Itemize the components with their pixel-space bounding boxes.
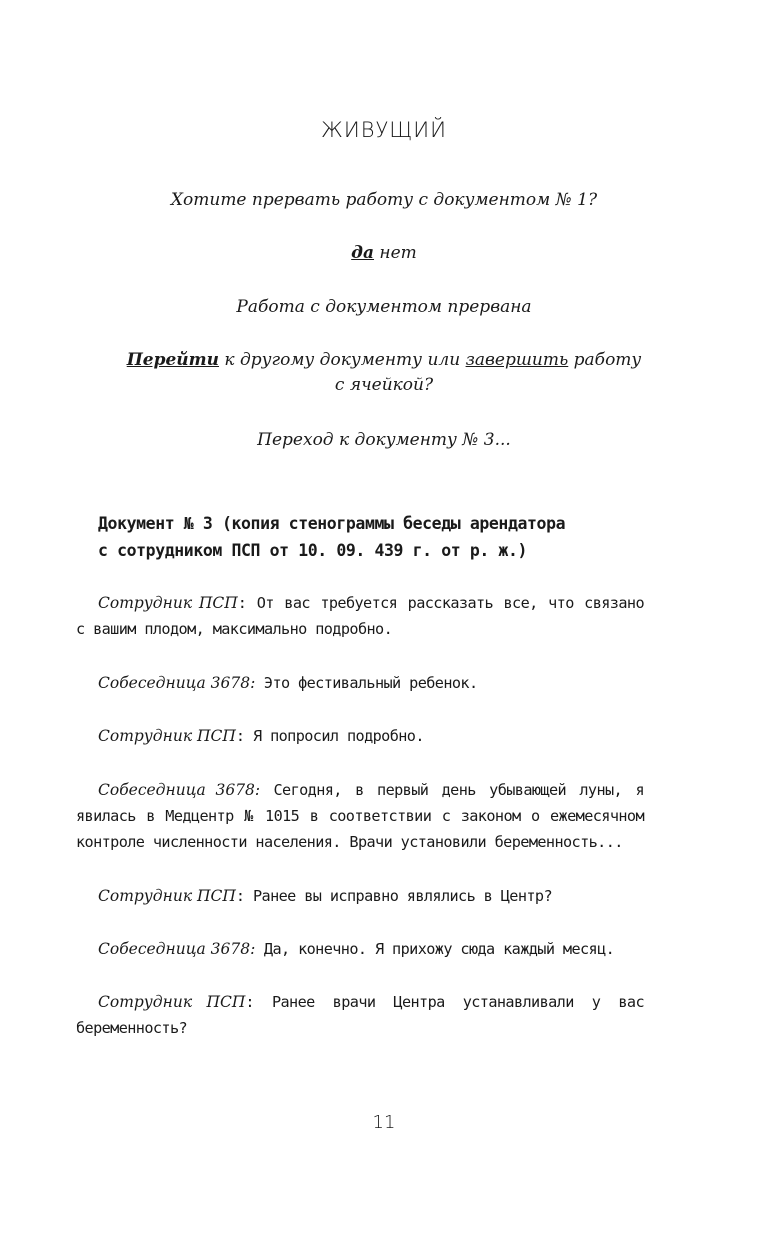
transcript-paragraph <box>76 590 644 642</box>
goto-prompt-end-line2: с ячейкой? <box>334 375 434 395</box>
transcript-paragraph <box>76 883 644 909</box>
yes-link[interactable]: да <box>351 243 375 263</box>
speaker-label: Сотрудник ПСП <box>98 993 246 1011</box>
transcript-paragraph <box>76 936 644 962</box>
speaker-separator: : <box>245 993 254 1011</box>
speaker-label: Сотрудник ПСП <box>98 594 238 612</box>
speaker-label: Сотрудник ПСП <box>98 727 236 745</box>
no-link[interactable]: нет <box>379 243 417 263</box>
document-title-line2: с сотрудником ПСП от 10. 09. 439 г. от р. ж.) <box>98 541 528 560</box>
prompt-interrupt: Хотите прервать работу с документом № 1? <box>170 190 598 210</box>
transition-status: Переход к документу № 3... <box>257 430 511 450</box>
utterance-text: От вас требуется рассказать все, что связано с вашим плодом, максимально подробно. <box>76 594 644 638</box>
speaker-label: Собеседница 3678: <box>98 940 256 958</box>
speaker-label: Собеседница 3678: <box>98 674 256 692</box>
speaker-separator: : <box>235 727 245 745</box>
goto-prompt-text: к другому документу или <box>219 350 466 370</box>
running-header: ЖИВУЩИЙ <box>321 118 447 142</box>
goto-prompt-end: работу <box>568 350 642 370</box>
yes-no-choice <box>0 241 768 266</box>
utterance-text: Сегодня, в первый день убывающей луны, я явилась в Медцентр № 1015 в соответствии с законом о ежемесячном контроле численности населения. Врачи установили беременность... <box>76 781 644 851</box>
utterance-text: Ранее врачи Центра устанавливали у вас беременность? <box>76 993 644 1037</box>
speaker-label: Собеседница 3678: <box>98 781 261 799</box>
page-number: 11 <box>372 1112 396 1133</box>
document-title <box>98 510 658 564</box>
goto-prompt <box>0 348 768 398</box>
status-interrupted: Работа с документом прервана <box>236 297 532 317</box>
speaker-separator: : <box>237 594 247 612</box>
utterance-text: Я попросил подробно. <box>244 727 424 745</box>
transcript-paragraph <box>76 670 644 696</box>
transcript-paragraph <box>76 989 644 1041</box>
goto-link[interactable]: Перейти <box>126 350 220 370</box>
transcript-paragraph <box>76 723 644 749</box>
utterance-text: Ранее вы исправно являлись в Центр? <box>244 887 553 905</box>
speaker-label: Сотрудник ПСП <box>98 887 236 905</box>
transcript-paragraph <box>76 777 644 855</box>
utterance-text: Да, конечно. Я прихожу сюда каждый месяц. <box>255 940 615 958</box>
utterance-text: Это фестивальный ребенок. <box>255 674 478 692</box>
speaker-separator: : <box>235 887 245 905</box>
finish-link[interactable]: завершить <box>465 350 569 370</box>
document-title-line1: Документ № 3 (копия стенограммы беседы арендатора <box>98 514 566 533</box>
